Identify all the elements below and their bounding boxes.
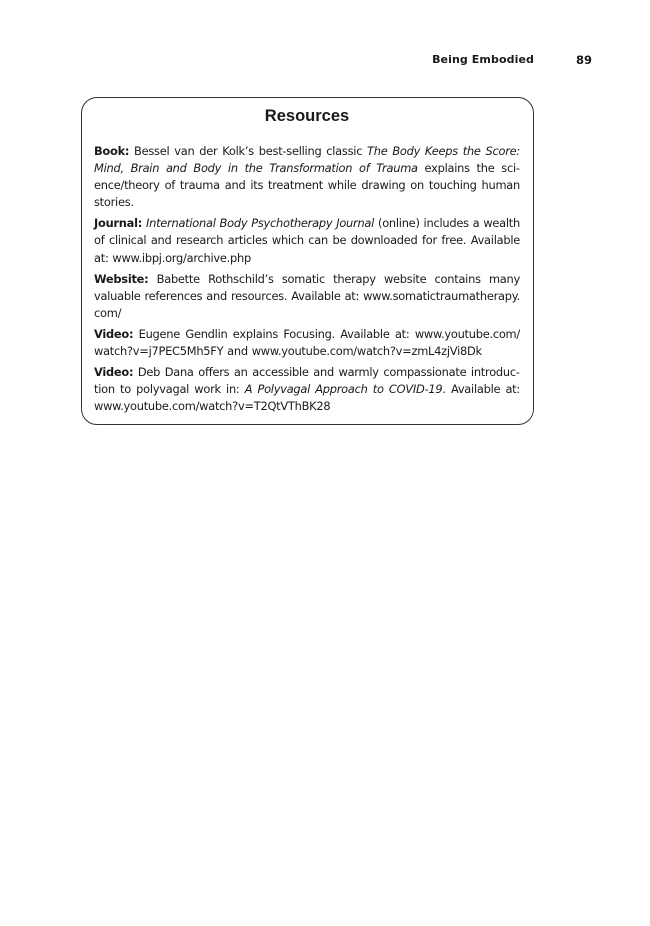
resource-entry-journal bbox=[94, 215, 520, 266]
running-header bbox=[0, 53, 650, 71]
entry-label: Website: bbox=[94, 271, 149, 286]
resource-entry-book bbox=[94, 143, 520, 211]
entry-label: Video: bbox=[94, 326, 134, 341]
resources-title: Resources bbox=[264, 107, 350, 125]
page-number: 89 bbox=[575, 53, 592, 67]
entry-label: Journal: bbox=[94, 216, 143, 231]
running-title: Being Embodied bbox=[432, 53, 534, 66]
resource-entry-video-gendlin bbox=[94, 326, 520, 360]
entry-text: Deb Dana offers an accessible and warmly compassionate introduction to polyvagal work in: bbox=[94, 365, 520, 397]
entry-text: Babette Rothschild’s somatic therapy website contains many valuable references and resources. Available at: www.somatictraumatherapy.​com/ bbox=[94, 271, 520, 320]
resource-entry-website bbox=[94, 271, 520, 322]
entry-text: Eugene Gendlin explains Focusing. Available at: www.youtube.com/​watch?v=j7PEC5Mh5FY and www.youtube.com/watch?v=zmL4zjVi8Dk bbox=[94, 326, 520, 359]
resources-box bbox=[81, 97, 534, 425]
entry-text: Bessel van der Kolk’s best-selling classic bbox=[129, 144, 368, 158]
entry-title: International Body Psychotherapy Journal bbox=[145, 216, 375, 231]
entry-label: Video: bbox=[94, 365, 134, 380]
entry-text: explains the science/theory of trauma and its treatment while drawing on touching human stories. bbox=[94, 161, 521, 210]
entry-title: The Body Keeps the Score: Mind, Brain and Body in the Transformation of Trauma bbox=[94, 144, 520, 176]
entry-text: (online) includes a wealth of clinical and research articles which can be downloaded for free. Available at: www.ibpj.org/archive.php bbox=[94, 216, 520, 265]
entry-label: Book: bbox=[94, 144, 130, 158]
resource-entry-video-dana bbox=[94, 364, 520, 415]
entry-title: A Polyvagal Approach to COVID-19 bbox=[244, 382, 443, 397]
entry-text: . Available at: www.youtube.com/watch?v=T2QtVThBK28 bbox=[94, 382, 520, 414]
